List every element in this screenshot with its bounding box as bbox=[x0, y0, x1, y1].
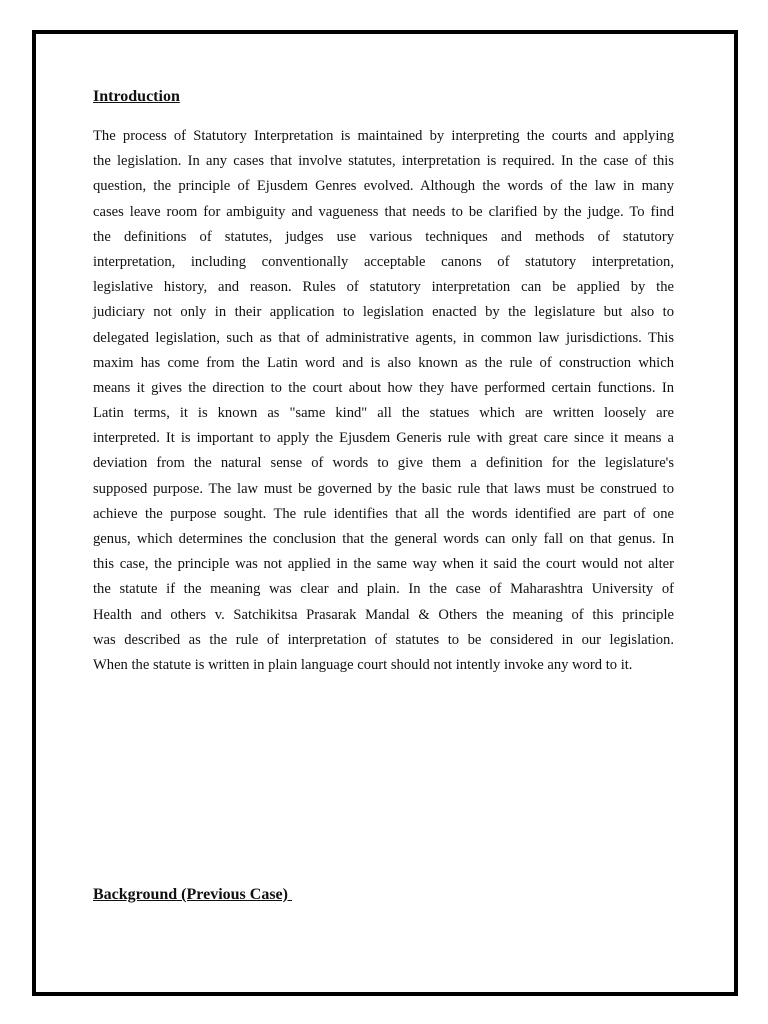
paragraph-line: supposed purpose. The law must be governed by the basic rule that laws must be construed to bbox=[93, 480, 674, 497]
paragraph-line: interpretation, including conventionally acceptable canons of statutory interpretation, bbox=[93, 253, 674, 270]
paragraph-line: The process of Statutory Interpretation is maintained by interpreting the courts and applying bbox=[93, 128, 674, 144]
paragraph-line: deviation from the natural sense of words to give them a definition for the legislature's bbox=[93, 455, 674, 472]
section-heading-background: Background (Previous Case) bbox=[93, 886, 292, 903]
paragraph-line: Latin terms, it is known as "same kind" all the statues which are written loosely are bbox=[93, 405, 674, 422]
paragraph-line: cases leave room for ambiguity and vagueness that needs to be clarified by the judge. To find bbox=[93, 203, 674, 220]
paragraph-line: this case, the principle was not applied in the same way when it said the court would not alter bbox=[93, 556, 674, 573]
paragraph-line: the statute if the meaning was clear and plain. In the case of Maharashtra University of bbox=[93, 581, 674, 598]
paragraph-line: question, the principle of Ejusdem Genres evolved. Although the words of the law in many bbox=[93, 178, 674, 195]
paragraph-line: the legislation. In any cases that involve statutes, interpretation is required. In the case of this bbox=[93, 153, 674, 170]
paragraph-line: maxim has come from the Latin word and is also known as the rule of construction which bbox=[93, 354, 674, 371]
paragraph-line: interpreted. It is important to apply the Ejusdem Generis rule with great care since it means a bbox=[93, 430, 674, 447]
paragraph-line: Health and others v. Satchikitsa Prasarak Mandal & Others the meaning of this principle bbox=[93, 606, 674, 623]
section-heading-introduction: Introduction bbox=[93, 88, 180, 105]
paragraph-line: means it gives the direction to the court about how they have performed certain functions. In bbox=[93, 379, 674, 396]
paragraph-line: judiciary not only in their application to legislation enacted by the legislature but also to bbox=[93, 304, 674, 321]
paragraph-line: legislative history, and reason. Rules of statutory interpretation can be applied by the bbox=[93, 279, 674, 296]
paragraph-line: delegated legislation, such as that of administrative agents, in common law jurisdictions. This bbox=[93, 329, 674, 346]
paragraph-line: When the statute is written in plain language court should not intently invoke any word to it. bbox=[93, 656, 633, 673]
introduction-paragraph bbox=[93, 124, 674, 678]
paragraph-line: achieve the purpose sought. The rule identifies that all the words identified are part of one bbox=[93, 505, 674, 522]
paragraph-line: the definitions of statutes, judges use various techniques and methods of statutory bbox=[93, 228, 674, 245]
paragraph-line: was described as the rule of interpretation of statutes to be considered in our legislation. bbox=[93, 631, 674, 648]
paragraph-line: genus, which determines the conclusion that the general words can only fall on that genus. In bbox=[93, 531, 674, 547]
